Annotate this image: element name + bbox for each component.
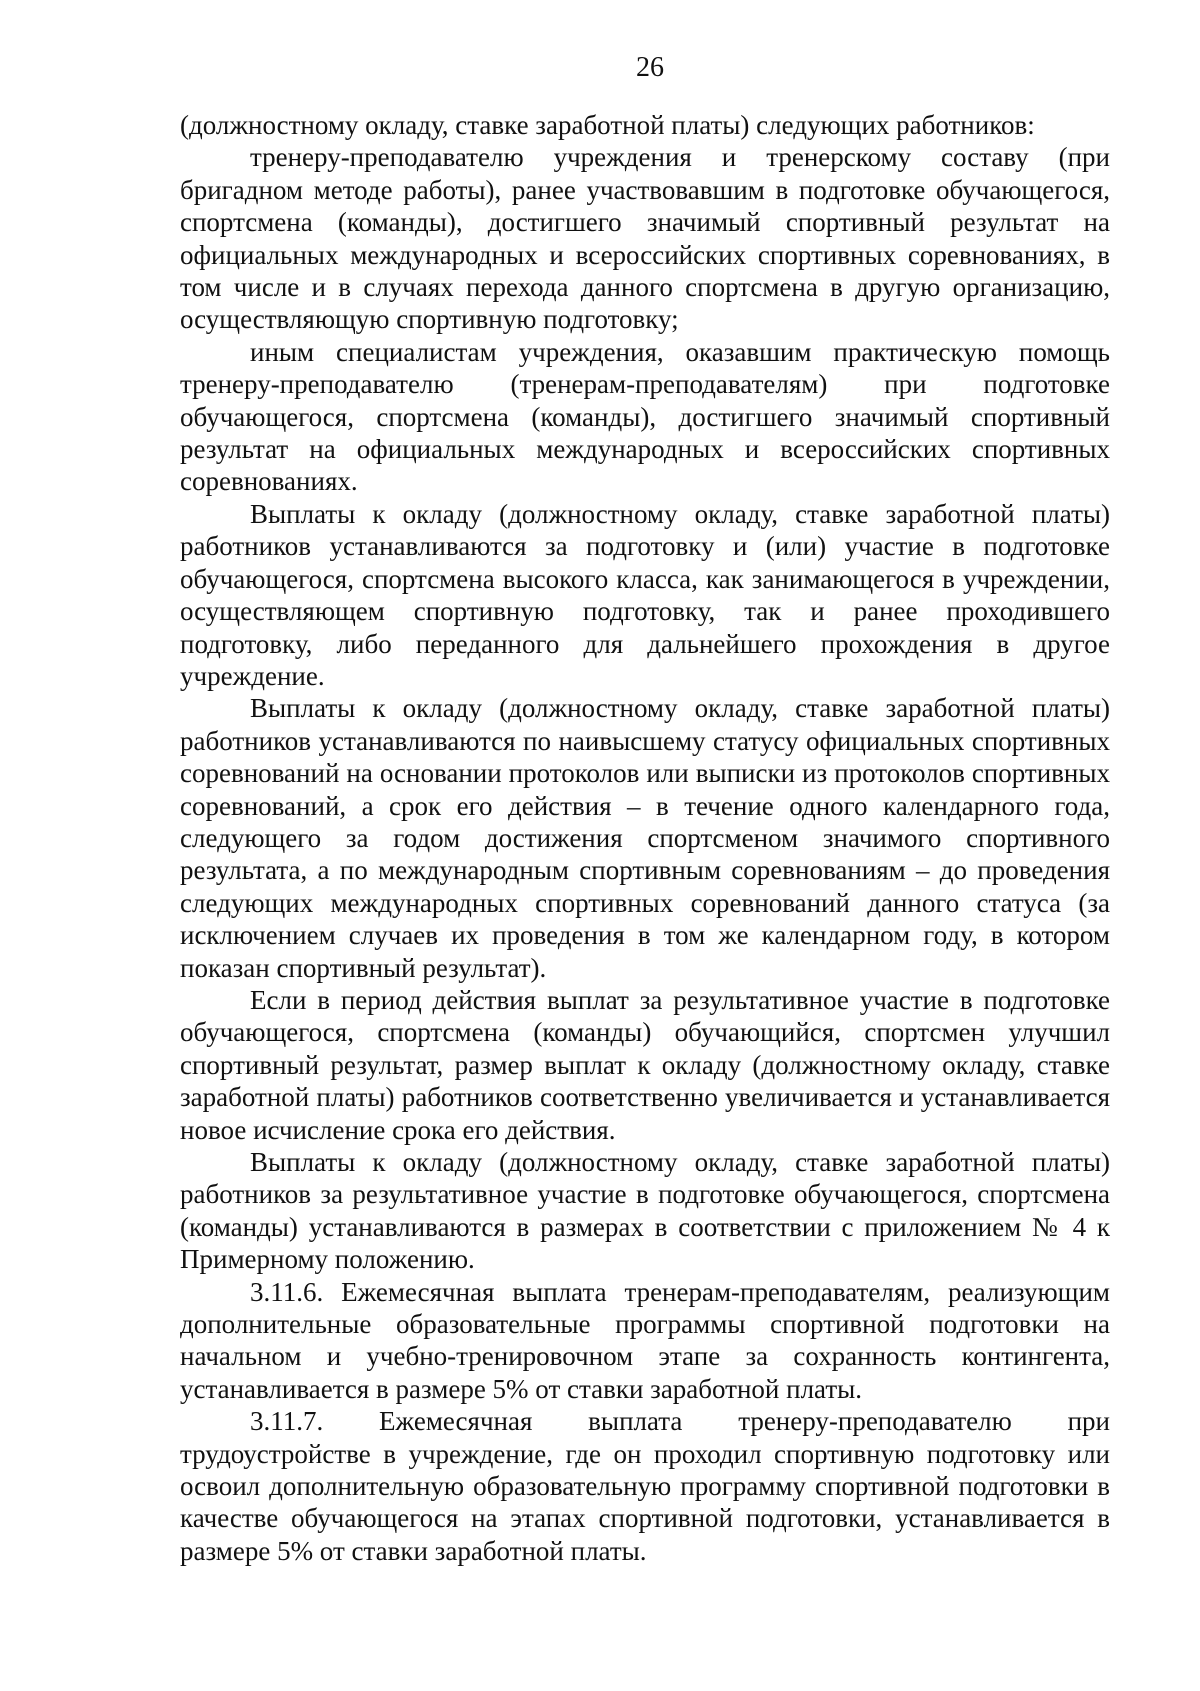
paragraph-other-specialists: иным специалистам учреждения, оказавшим практическую помощь тренеру-преподавателю (тренерам-преподавателям) при подготовке обучающегося, спортсмена (команды), достигшего значимый спортивный результат на официальных международных и всероссийских спортивных соревнованиях. xyxy=(180,336,1110,497)
paragraph-trainer-staff: тренеру-преподавателю учреждения и тренерскому составу (при бригадном методе работы), ранее участвовавшим в подготовке обучающегося, спортсмена (команды), достигшего значимый спортивный результат на официальных международных и всероссийских спортивных соревнованиях, в том числе и в случаях перехода данного спортсмена в другую организацию, осуществляющую спортивную подготовку; xyxy=(180,142,1110,335)
paragraph-payments-appendix: Выплаты к окладу (должностному окладу, ставке заработной платы) работников за результативное участие в подготовке обучающегося, спортсмена (команды) устанавливаются в размерах в соответствии с приложением № 4 к Примерному положению. xyxy=(180,1147,1110,1275)
paragraph-improved-result: Если в период действия выплат за результативное участие в подготовке обучающегося, спортсмена (команды) обучающийся, спортсмен улучшил спортивный результат, размер выплат к окладу (должностному окладу, ставке заработной платы) работников соответственно увеличивается и устанавливается новое исчисление срока его действия. xyxy=(180,984,1110,1145)
paragraph-payments-status: Выплаты к окладу (должностному окладу, ставке заработной платы) работников устанавливаются по наивысшему статусу официальных спортивных соревнований на основании протоколов или выписки из протоколов спортивных соревнований, а срок его действия – в течение одного календарного года, следующего за годом достижения спортсменом значимого спортивного результата, а по международным спортивным соревнованиям – до проведения следующих международных спортивных соревнований данного статуса (за исключением случаев их проведения в том же календарном году, в котором показан спортивный результат). xyxy=(180,693,1110,983)
paragraph-continuation: (должностному окладу, ставке заработной платы) следующих работников: xyxy=(180,110,1035,140)
body-text xyxy=(180,109,1110,1567)
page-number: 26 xyxy=(636,52,664,83)
paragraph-payments-preparation: Выплаты к окладу (должностному окладу, ставке заработной платы) работников устанавливаются за подготовку и (или) участие в подготовке обучающегося, спортсмена высокого класса, как занимающегося в учреждении, осуществляющем спортивную подготовку, так и ранее проходившего подготовку, либо переданного для дальнейшего прохождения в другое учреждение. xyxy=(180,498,1110,691)
paragraph-3-11-7: 3.11.7. Ежемесячная выплата тренеру-преподавателю при трудоустройстве в учреждение, где он проходил спортивную подготовку или освоил дополнительную образовательную программу спортивной подготовки в качестве обучающегося на этапах спортивной подготовки, устанавливается в размере 5% от ставки заработной платы. xyxy=(180,1406,1110,1566)
paragraph-3-11-6: 3.11.6. Ежемесячная выплата тренерам-преподавателям, реализующим дополнительные образовательные программы спортивной подготовки на начальном и учебно-тренировочном этапе за сохранность контингента, устанавливается в размере 5% от ставки заработной платы. xyxy=(180,1276,1110,1404)
